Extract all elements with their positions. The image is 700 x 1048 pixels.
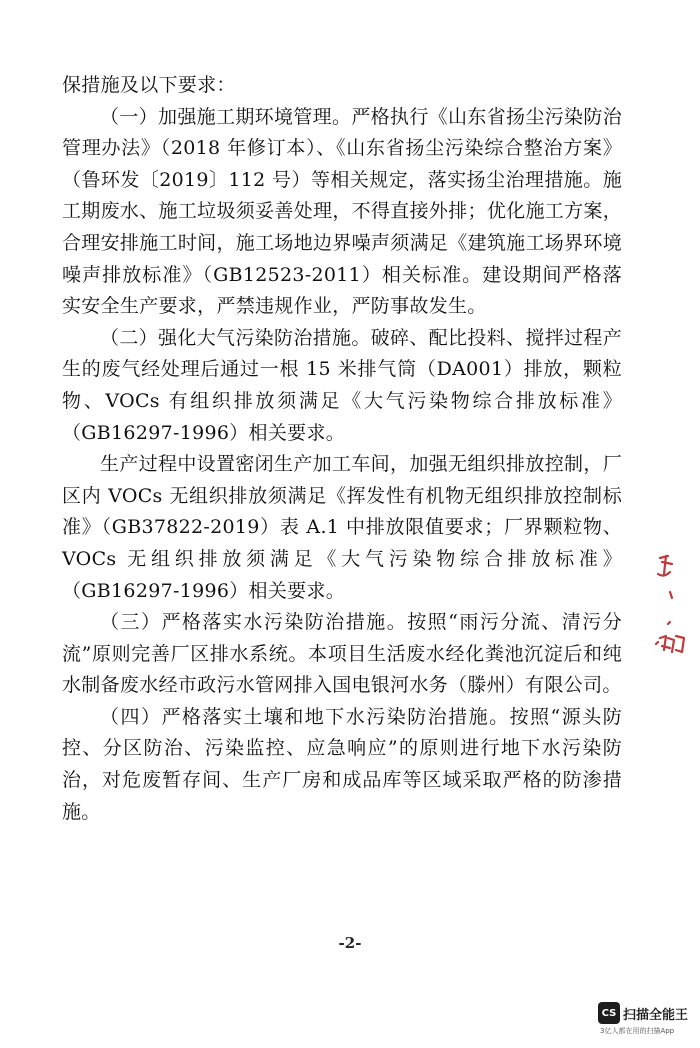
scanner-app-name: 扫描全能王 — [623, 1007, 689, 1023]
paragraph-construction-management: （一）加强施工期环境管理。严格执行《山东省扬尘污染防治管理办法》（2018 年修订本）、《山东省扬尘污染综合整治方案》（鲁环发〔2019〕112 号）等相关规定，落实扬尘治理措施。施工期废水、施工垃圾须妥善处理，不得直接外排；优化施工方案，合理安排施工时间，施工场地边界噪声须满足《建筑施工场界环境噪声排放标准》（GB12523-2011）相关标准。建设期间严格落实安全生产要求，严禁违规作业，严防事故发生。 — [62, 105, 622, 318]
camscanner-logo-icon: CS — [598, 1002, 620, 1024]
scanner-app-watermark — [598, 1002, 694, 1040]
paragraph-air-pollution: （二）强化大气污染防治措施。破碎、配比投料、搅拌过程产生的废气经处理后通过一根 15 米排气筒（DA001）排放，颗粒物、VOCs 有组织排放须满足《大气污染物综合排放标准》（GB16297-1996）相关要求。 — [62, 326, 622, 444]
seal-stamp-fragment-icon — [648, 552, 696, 812]
document-body — [62, 70, 622, 828]
paragraph-water-pollution: （三）严格落实水污染防治措施。按照“雨污分流、清污分流”原则完善厂区排水系统。本项目生活废水经化粪池沉淀后和纯水制备废水经市政污水管网排入国电银河水务（滕州）有限公司。 — [62, 611, 622, 697]
paragraph-intro: 保措施及以下要求： — [62, 74, 236, 96]
paragraph-soil-groundwater: （四）严格落实土壤和地下水污染防治措施。按照“源头防控、分区防治、污染监控、应急响应”的原则进行地下水污染防治，对危废暂存间、生产厂房和成品库等区域采取严格的防渗措施。 — [62, 705, 622, 823]
paragraph-fugitive-emission: 生产过程中设置密闭生产加工车间，加强无组织排放控制，厂区内 VOCs 无组织排放须满足《挥发性有机物无组织排放控制标准》（GB37822-2019）表 A.1 中排放限值要求；厂界颗粒物、VOCs 无组织排放须满足《大气污染物综合排放标准》（GB16297-1996）相关要求。 — [62, 453, 622, 602]
page-number: -2- — [338, 934, 362, 952]
scanner-app-tagline: 3亿人都在用的扫描App — [600, 1027, 675, 1035]
